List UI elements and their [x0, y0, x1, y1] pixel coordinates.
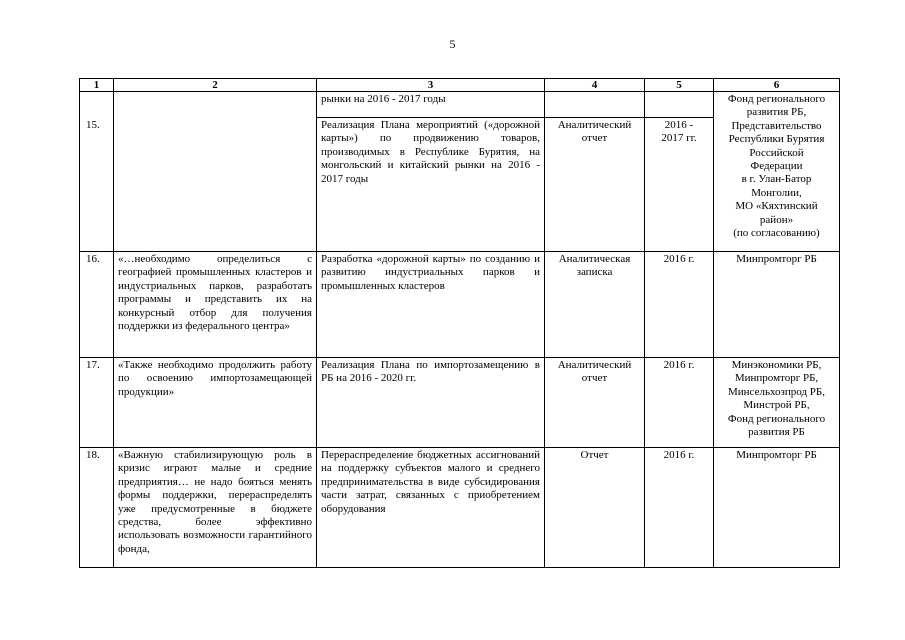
- column-header: 6: [714, 79, 840, 92]
- row-quote: [114, 92, 317, 118]
- row-activity: Перераспределение бюджетных ассигнований на поддержку субъектов малого и среднего предпринимательства в виде субсидирования части затрат, связанных с приобретением оборудования: [317, 448, 545, 568]
- row-quote: «Важную стабилизирующую роль в кризис играют малые и средние предприятия… не надо бояться менять формы поддержки, перераспределять уже предусмотренные в бюджете средства, более эффективно использовать возможности гарантийного фонда,: [114, 448, 317, 568]
- table-row: [80, 358, 840, 448]
- row-doc-type: Аналитический отчет: [545, 118, 645, 252]
- row-activity: рынки на 2016 - 2017 годы: [317, 92, 545, 118]
- row-executor: Фонд регионального развития РБ, Представительство Республики Бурятия Российской Федерации в г. Улан-Батор Монголии, МО «Кяхтинский район» (по согласованию): [714, 92, 840, 252]
- row-activity: Разработка «дорожной карты» по созданию и развитию индустриальных парков и промышленных кластеров: [317, 252, 545, 358]
- row-period: 2016 г.: [645, 358, 714, 448]
- column-header: 1: [80, 79, 114, 92]
- row-executor: Минпромторг РБ: [714, 252, 840, 358]
- row-quote: «…необходимо определиться с географией промышленных кластеров и индустриальных парков, разработать программы и представить их на конкурсный отбор для получения поддержки из федерального центра»: [114, 252, 317, 358]
- table-row: [80, 448, 840, 568]
- column-header: 4: [545, 79, 645, 92]
- page-number: 5: [449, 37, 456, 51]
- row-number: 16.: [80, 252, 114, 358]
- row-activity: Реализация Плана мероприятий («дорожной карты») по продвижению товаров, производимых в Республике Бурятия, на монгольский и китайский рынки на 2016 - 2017 годы: [317, 118, 545, 252]
- row-doc-type: [545, 92, 645, 118]
- row-number: 17.: [80, 358, 114, 448]
- row-period: 2016 г.: [645, 252, 714, 358]
- document-table: [79, 78, 840, 568]
- row-number: [80, 92, 114, 118]
- row-quote: «Также необходимо продолжить работу по освоению импортозамещающей продукции»: [114, 358, 317, 448]
- row-doc-type: Аналитический отчет: [545, 358, 645, 448]
- table-row: [80, 92, 840, 118]
- column-header: 2: [114, 79, 317, 92]
- row-number: 15.: [80, 118, 114, 252]
- row-doc-type: Аналитическая записка: [545, 252, 645, 358]
- row-executor: Минпромторг РБ: [714, 448, 840, 568]
- column-header: 3: [317, 79, 545, 92]
- row-period: 2016 г.: [645, 448, 714, 568]
- row-period: [645, 92, 714, 118]
- header-row: [80, 79, 840, 92]
- table-row: [80, 252, 840, 358]
- row-doc-type: Отчет: [545, 448, 645, 568]
- row-number: 18.: [80, 448, 114, 568]
- row-quote: [114, 118, 317, 252]
- row-activity: Реализация Плана по импортозамещению в РБ на 2016 - 2020 гг.: [317, 358, 545, 448]
- column-header: 5: [645, 79, 714, 92]
- row-executor: Минэкономики РБ, Минпромторг РБ, Минсельхозпрод РБ, Минстрой РБ, Фонд регионального развития РБ: [714, 358, 840, 448]
- row-period: 2016 - 2017 гг.: [645, 118, 714, 252]
